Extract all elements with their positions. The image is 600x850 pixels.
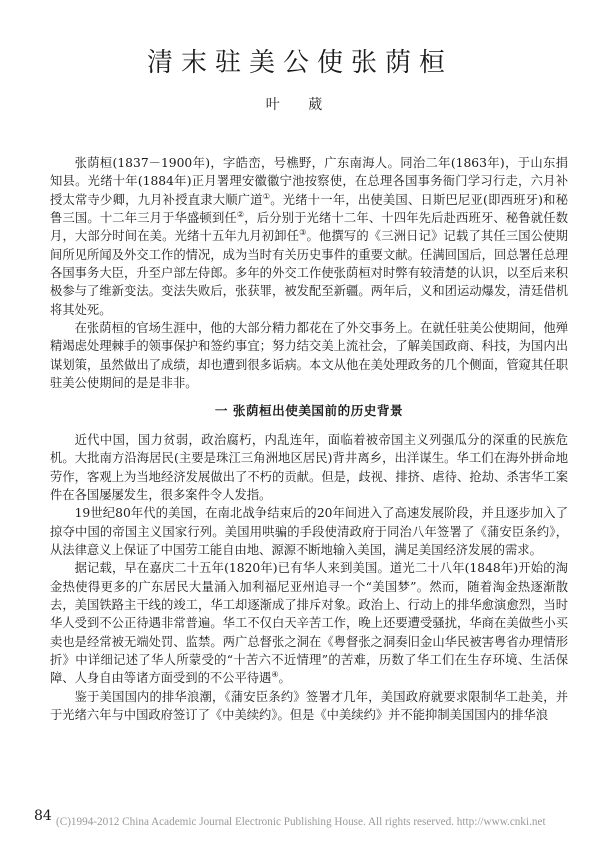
footnote-marker: ④ (271, 670, 279, 680)
paragraph (50, 504, 568, 559)
paragraph-text: 据记载，早在嘉庆二十五年(1820年)已有华人来到美国。道光二十八年(1848年)开始的淘金热使得更多的广东居民大量涌入加利福尼亚州追寻一个“美国梦”。然而，随着淘金热逐渐散去，美国铁路主干线的竣工，华工却逐渐成了排斥对象。政治上、行动上的排华愈演愈烈，当时华人受到不公正待遇非常普遍。华工不仅白天辛苦工作，晚上还要遭受骚扰，华商在美做些小买卖也是经常被无端处罚、监禁。两广总督张之洞在《粤督张之洞奏旧金山华民被害粤省办理情形折》中详细记述了华人所蒙受的“十苦六不近情理”的苦难，历数了华工们在生存环境、生活保障、人身自由等诸方面受到的不公平待遇 (50, 561, 568, 686)
footnote-marker: ① (262, 191, 271, 201)
section-heading: 一 张荫桓出使美国前的历史背景 (214, 403, 404, 419)
paragraph-text: 。光绪十一年，出使美国、日斯巴尼亚(即西班牙)和秘鲁三国。十二年三月于华盛顿到任 (50, 192, 568, 226)
article-title: 清末驻美公使张荫桓 (146, 48, 453, 78)
paragraph-text: 鉴于美国国内的排华浪潮，《蒲安臣条约》签署才几年，美国政府就要求限制华工赴美，并于光绪六年与中国政府签订了《中美续约》。但是《中美续约》并不能抑制美国国内的排华浪 (50, 689, 568, 722)
paragraph-text: 19世纪80年代的美国，在南北战争结束后的20年间进入了高速发展阶段，并且逐步加入了掠夺中国的帝国主义国家行列。美国用哄骗的手段使清政府于同治八年签署了《蒲安臣条约》，从法律意义上保证了中国劳工能自由地、源源不断地输入美国，满足美国经济发展的需求。 (50, 506, 568, 557)
article-body (50, 154, 568, 724)
paragraph-text: 张荫桓(1837－1900年)，字皓峦，号樵野，广东南海人。同治二年(1863年)，于山东捐知县。光绪十年(1884年)正月署理安徽徽宁池按察使，在总理各国事务衙门学习行走，六月补授太常寺少卿，九月补授直隶大顺广道 (50, 156, 568, 207)
footnote-marker: ② (236, 209, 245, 219)
author-name: 叶 葳 (265, 97, 335, 113)
copyright-watermark: (C)1994-2012 China Academic Journal Electronic Publishing House. All rights reserved. http://www.cnki.net (56, 816, 546, 828)
paragraph (50, 559, 568, 687)
paragraph-text: ，后分别于光绪十二年、十四年先后赴西班牙、秘鲁就任数月，大部分时间在美。光绪十五年九月初卸任 (50, 211, 568, 244)
paragraph (50, 431, 568, 504)
page-number: 84 (34, 808, 52, 824)
paragraph-text: 。 (278, 671, 291, 686)
footnote-marker: ③ (299, 228, 307, 238)
paragraph-text: 在张荫桓的官场生涯中，他的大部分精力都花在了外交事务上。在就任驻美公使期间，他殚精竭虑处理棘手的领事保护和签约事宜；努力结交美上流社会，了解美国政商、科技，为国内出谋划策，虽然做出了成绩，却也遭到很多诟病。本文从他在美处理政务的几个侧面，管窥其任职驻美公使期间的是是非非。 (50, 321, 568, 391)
paragraph-text: 。他撰写的《三洲日记》记载了其任三国公使期间所见所闻及外交工作的情况，成为当时有关历史事件的重要文献。任满回国后，回总署任总理各国事务大臣，升至户部左侍郎。多年的外交工作使张荫桓对时弊有较清楚的认识，以至后来积极参与了维新变法。变法失败后，张获罪，被发配至新疆。两年后，义和团运动爆发，清廷借机将其处死。 (50, 229, 568, 317)
paragraph (50, 688, 568, 725)
paragraph (50, 319, 568, 392)
paragraph-text: 近代中国，国力贫弱，政治腐朽，内乱连年，面临着被帝国主义列强瓜分的深重的民族危机。大批南方沿海居民(主要是珠江三角洲地区居民)背井离乡，出洋谋生。华工们在海外拼命地劳作，客观上为当地经济发展做出了不朽的贡献。但是，歧视、排挤、虐待、抢劫、杀害华工案件在各国屡屡发生，很多案件令人发指。 (50, 432, 568, 502)
paragraph (50, 154, 568, 319)
